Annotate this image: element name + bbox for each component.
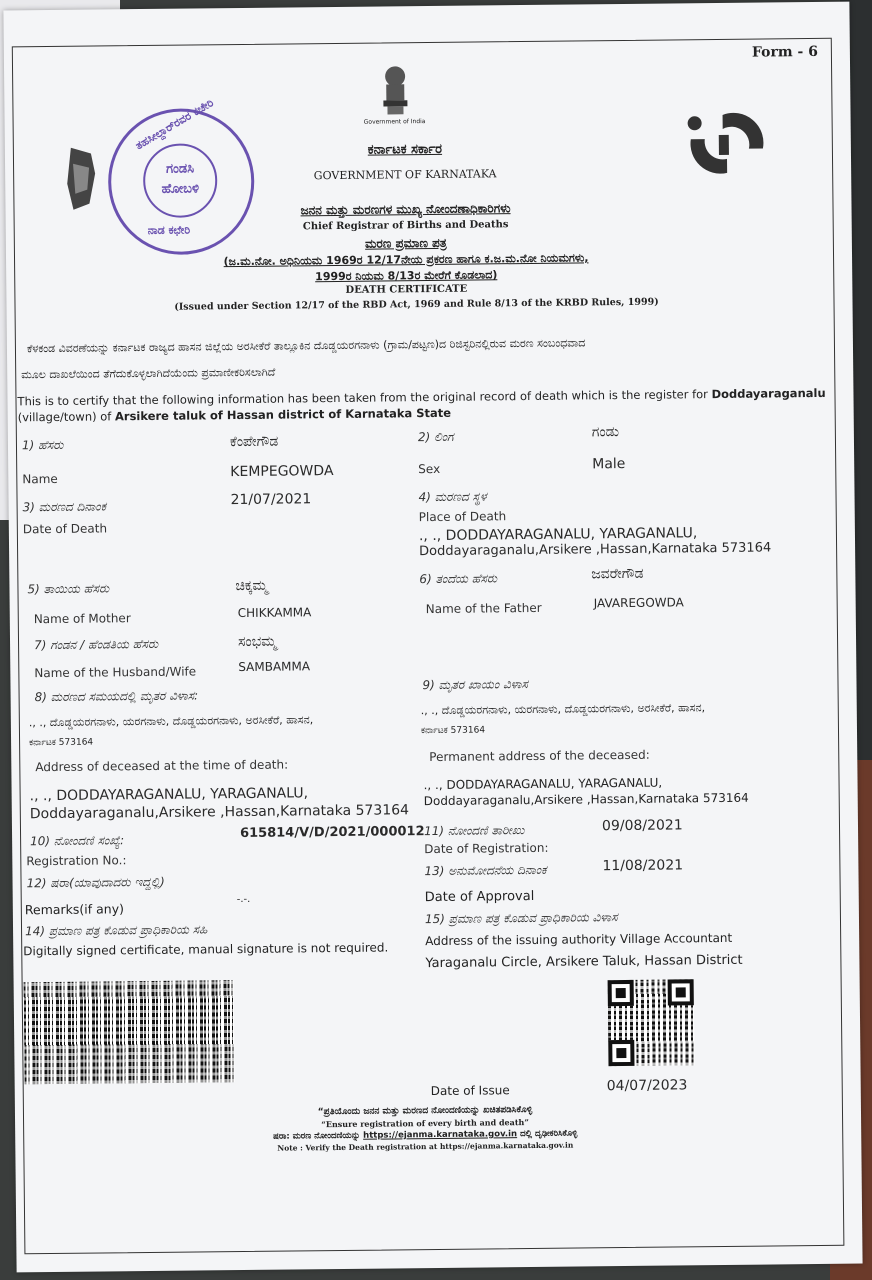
father-label: Name of the Father (425, 600, 542, 617)
footer-ejanma-link[interactable]: https://ejanma.karnataka.gov.in (363, 1129, 518, 1141)
approval-kn-label: 13) ಅನುಮೋದನೆಯ ದಿನಾಂಕ (424, 862, 547, 879)
qr-finder-bottom-left (608, 1040, 634, 1066)
issue-label: Date of Issue (430, 1083, 510, 1099)
intro-district: Arsikere taluk of Hassan district of Karnataka State (114, 405, 452, 424)
seal-ring-top: ತಹಸೀಲ್ದಾರ್‌ರವರ ಕಚೇರಿ (133, 96, 216, 153)
intro-en-line-1-text: This is to certify that the following information has been taken from the original record of death which is the register for (17, 387, 712, 409)
sex-label: Sex (418, 461, 441, 477)
permanent-kn-value-line-1: ., ., ದೊಡ್ಡಯರಗನಾಳು, ಯರಗನಾಳು, ದೊಡ್ಡಯರಗನಾಳು, ಅರಸೀಕೆರೆ, ಹಾಸನ, (420, 701, 706, 718)
permanent-value-line-1: ., ., DODDAYARAGANALU, YARAGANALU, (423, 775, 663, 793)
approval-label: Date of Approval (424, 888, 535, 906)
intro-village: Doddayaraganalu (711, 385, 826, 402)
qr-code (608, 979, 695, 1066)
issue-value: 04/07/2023 (606, 1077, 688, 1095)
mother-kn-value: ಚಿಕ್ಕಮ್ಮ (235, 577, 268, 595)
father-kn-value: ಜವರೇಗೌಡ (591, 565, 644, 583)
father-value: JAVAREGOWDA (593, 595, 684, 611)
intro-en-line-2-text: (village/town) of (17, 409, 116, 425)
qr-finder-top-left (608, 980, 634, 1006)
header-kn-act-line-1: (ಜ.ಮ.ನೋ. ಅಧಿನಿಯಮ 1969ರ 12/17ನೇಯ ಪ್ರಕರಣ ಹಾಗೂ ಕ.ಜ.ಮ.ನೋ ನಿಯಮಗಳು, (223, 251, 589, 269)
sex-kn-value: ಗಂಡು (591, 424, 620, 441)
address-kn-label: 8) ಮರಣದ ಸಮಯದಲ್ಲಿ ಮೃತರ ವಿಳಾಸ: (34, 688, 199, 705)
ejanma-logo-icon (682, 108, 773, 179)
authority-kn-label: 15) ಪ್ರಮಾಣ ಪತ್ರ ಕೊಡುವ ಪ್ರಾಧಿಕಾರಿಯ ವಿಳಾಸ (424, 910, 618, 927)
regno-value: 615814/V/D/2021/000012 (239, 824, 425, 842)
header-certificate-title: DEATH CERTIFICATE (345, 283, 468, 296)
header-kn-act-line-2: 1999ರ ನಿಯಮ 8/13ರ ಮೇರೆಗೆ ಕೊಡಲಾದ) (315, 268, 498, 284)
permanent-kn-value-line-2: ಕರ್ನಾಟಕ 573164 (420, 725, 486, 737)
address-label: Address of deceased at the time of death: (35, 757, 289, 775)
pod-value-line-2: Doddayaraganalu,Arsikere ,Hassan,Karnataka 573164 (419, 540, 772, 560)
barcode (24, 980, 235, 1084)
address-value-line-1: ., ., DODDAYARAGANALU, YARAGANALU, (29, 785, 309, 805)
permanent-kn-label: 9) ಮೃತರ ಖಾಯಂ ವಿಳಾಸ (422, 677, 528, 693)
office-seal (107, 96, 255, 256)
header-kn-registrar: ಜನನ ಮತ್ತು ಮರಣಗಳ ಮುಖ್ಯ ನೋಂದಣಾಧಿಕಾರಿಗಳು (300, 201, 511, 218)
regdate-label: Date of Registration: (424, 840, 549, 857)
intro-kn-line-1: ಕೆಳಕಂಡ ವಿವರಣೆಯನ್ನು ಕರ್ನಾಟಕ ರಾಜ್ಯದ ಹಾಸನ ಜಿಲ್ಲೆಯ ಅರಸೀಕೆರೆ ತಾಲ್ಲೂಕಿನ ದೊಡ್ಡಯರಗನಾಳು (ಗ್ರಾಮ/ಪಟ್ಟಣ)ದ ರಿಜಿಸ್ಟರಿನಲ್ಲಿರುವ ಮರಣ ಸಂಬಂಧವಾದ (26, 336, 586, 356)
name-value: KEMPEGOWDA (230, 463, 334, 481)
mother-kn-label: 5) ತಾಯಿಯ ಹೆಸರು (27, 581, 110, 597)
remarks-value: -.-. (236, 893, 251, 906)
address-value-line-2: Doddayaraganalu,Arsikere ,Hassan,Karnataka 573164 (29, 802, 410, 823)
sex-value: Male (592, 455, 626, 473)
regno-kn-label: 10) ನೋಂದಣಿ ಸಂಖ್ಯೆ: (30, 833, 125, 849)
footer-en-line-2: Note : Verify the Death registration at https://ejanma.karnataka.gov.in (277, 1140, 574, 1153)
dod-value: 21/07/2021 (230, 491, 312, 509)
dod-kn-label: 3) ಮರಣದ ದಿನಾಂಕ (22, 499, 107, 515)
signature-kn-label: 14) ಪ್ರಮಾಣ ಪತ್ರ ಕೊಡುವ ಪ್ರಾಧಿಕಾರಿಯ ಸಹಿ (24, 922, 208, 939)
intro-kn-line-2: ಮೂಲ ದಾಖಲೆಯಿಂದ ತೆಗೆದುಕೊಳ್ಳಲಾಗಿದೆಯೆಂದು ಪ್ರಮಾಣೀಕರಿಸಲಾಗಿದೆ (21, 365, 276, 382)
mother-value: CHIKKAMMA (237, 605, 312, 621)
remarks-label: Remarks(if any) (24, 901, 125, 918)
seal-ring-bottom: ನಾಡ ಕಛೇರಿ (147, 223, 191, 237)
pod-kn-label: 4) ಮರಣದ ಸ್ಥಳ (418, 489, 487, 505)
seal-center-line-1: ಗಂಡಸಿ (166, 161, 195, 177)
name-kn-label: 1) ಹೆಸರು (21, 437, 64, 453)
footer-kn-line-2-text: ಷರಾ: ಮರಣ ನೋಂದಣಿಯನ್ನು (273, 1130, 364, 1142)
authority-label: Address of the issuing authority Village Accountant (425, 930, 733, 949)
authority-value: Yaraganalu Circle, Arsikere Taluk, Hassan District (425, 952, 743, 972)
header-issued-under: (Issued under Section 12/17 of the RBD Act, 1969 and Rule 8/13 of the KRBD Rules, 1999) (174, 296, 659, 313)
footer-en-line-1: “Ensure registration of every birth and death” (321, 1117, 529, 1130)
footer-kn-line-1: “ಪ್ರತಿಯೊಂದು ಜನನ ಮತ್ತು ಮರಣದ ನೋಂದಣಿಯನ್ನು ಖಚಿತಪಡಿಸಿಕೊಳ್ಳಿ (317, 1104, 533, 1118)
father-kn-label: 6) ತಂದೆಯ ಹೆಸರು (419, 571, 498, 587)
regdate-kn-label: 11) ನೋಂದಣಿ ತಾರೀಖು (423, 823, 525, 839)
spouse-label: Name of the Husband/Wife (34, 664, 197, 681)
mother-label: Name of Mother (33, 611, 131, 627)
name-label: Name (22, 471, 58, 487)
spouse-kn-label: 7) ಗಂಡನ / ಹೆಂಡತಿಯ ಹೆಸರು (33, 636, 159, 653)
name-kn-value: ಕೆಂಪೇಗೌಡ (229, 433, 279, 451)
spouse-kn-value: ಸಂಭಮ್ಮ (237, 633, 277, 651)
remarks-kn-label: 12) ಷರಾ(ಯಾವುದಾದರು ಇದ್ದಲ್ಲಿ) (26, 874, 165, 891)
certificate-sheet (3, 2, 862, 1273)
address-kn-value-line-1: ., ., ದೊಡ್ಡಯರಗನಾಳು, ಯರಗನಾಳು, ದೊಡ್ಡಯರಗನಾಳು, ಅರಸೀಕೆರೆ, ಹಾಸನ, (28, 713, 314, 730)
permanent-value-line-2: Doddayaraganalu,Arsikere ,Hassan,Karnataka 573164 (423, 790, 749, 809)
header-kn-karnataka: ಕರ್ನಾಟಕ ಸರ್ಕಾರ (367, 141, 443, 158)
seal-center-line-2: ಹೋಬಳಿ (161, 181, 200, 197)
emblem-caption: Government of India (363, 118, 426, 126)
regno-label: Registration No.: (26, 853, 127, 869)
state-emblem-icon (377, 64, 414, 120)
dod-label: Date of Death (22, 521, 108, 537)
header-registrar: Chief Registrar of Births and Deaths (302, 219, 509, 233)
signature-note: Digitally signed certificate, manual signature is not required. (23, 940, 389, 959)
sex-kn-label: 2) ಲಿಂಗ (417, 429, 454, 445)
regdate-value: 09/08/2021 (601, 817, 683, 835)
address-kn-value-line-2: ಕರ್ನಾಟಕ 573164 (29, 737, 94, 749)
header-government: GOVERNMENT OF KARNATAKA (313, 167, 497, 183)
seal-center (143, 143, 218, 218)
header-kn-certificate: ಮರಣ ಪ್ರಮಾಣ ಪತ್ರ (365, 235, 447, 251)
karnataka-emblem-icon (61, 143, 102, 213)
spouse-value: SAMBAMMA (238, 659, 311, 675)
footer-kn-line-2-end: ದಲ್ಲಿ ದೃಢೀಕರಿಸಿಕೊಳ್ಳಿ (517, 1128, 578, 1140)
approval-value: 11/08/2021 (602, 857, 684, 875)
qr-finder-top-right (668, 979, 694, 1005)
permanent-label: Permanent address of the deceased: (429, 747, 650, 765)
pod-label: Place of Death (418, 509, 507, 525)
pod-value-line-1: ., ., DODDAYARAGANALU, YARAGANALU, (418, 525, 698, 545)
form-label: Form - 6 (751, 43, 818, 61)
